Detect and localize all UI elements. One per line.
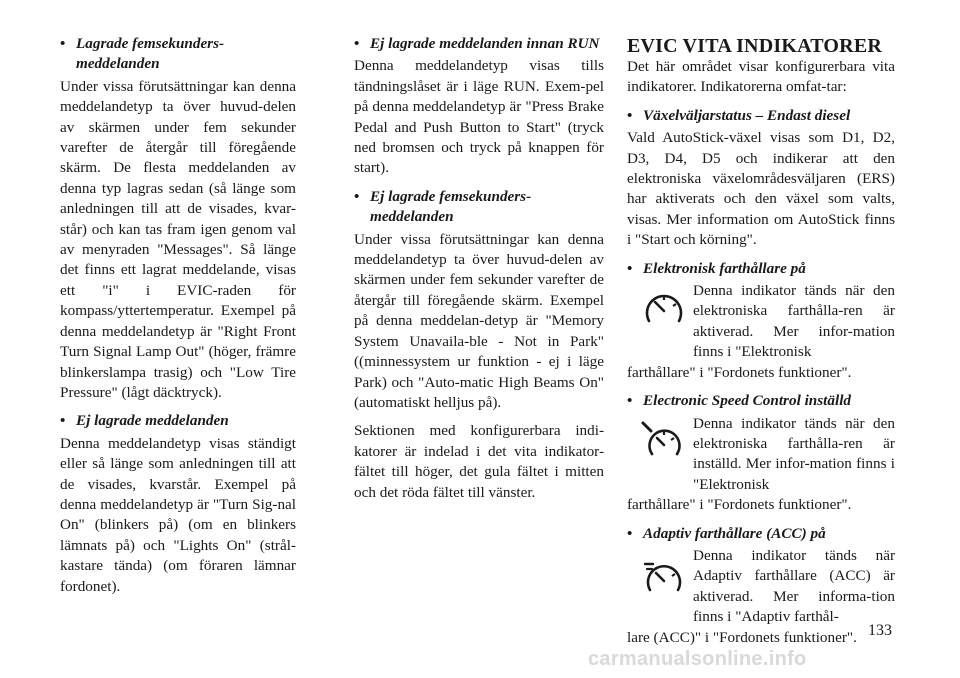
- bullet-heading: [354, 187, 604, 228]
- indicator-text: Denna indikator tänds när den elektroniska farthålla-ren är aktiverad. Mer infor-mation finns i "Elektronisk: [693, 282, 895, 361]
- paragraph: Denna meddelandetyp visas ständigt eller så länge som anledningen till att de visades, kvarstår. Exempel på denna meddelandetyp är "Turn Sig-nal On" (blinkers på) (om en blinkers lämnats på) och "Lights On" (strål-kastare tända) (om föraren lämnar fordonet).: [60, 434, 296, 595]
- adaptive-cruise-icon: [641, 556, 687, 602]
- bullet-heading: [627, 259, 895, 279]
- paragraph: Under vissa förutsättningar kan denna meddelandetyp ta över huvud-delen av skärmen under fem sekunder varefter de återgår till föregående skärm. Exempel på denna meddelan-detyp är "Memory System Unavaila-ble - Not in Park" ((minnessystem ur funktion - ej i läge Park) och "Auto-matic High Beams On" (automatiskt helljus på).: [354, 230, 604, 411]
- column-middle: [354, 34, 604, 503]
- section-title: EVIC VITA INDIKATORER: [627, 35, 883, 57]
- paragraph: Sektionen med konfigurerbara indi-katorer är indelad i det vita indikator-fältet till höger, det gula fältet i mitten och det röda fältet till vänster.: [354, 422, 604, 501]
- heading-text: Växelväljarstatus – Endast diesel: [643, 106, 851, 124]
- paragraph: Det här området visar konfigurerbara vita indikatorer. Indikatorerna omfat-tar:: [627, 58, 895, 96]
- bullet-dot: •: [627, 106, 633, 124]
- speedometer-set-icon: [641, 418, 687, 464]
- heading-text: Electronic Speed Control inställd: [643, 392, 852, 410]
- page-number: 133: [868, 622, 892, 639]
- indicator-text: Denna indikator tänds när Adaptiv farthållare (ACC) är aktiverad. Mer informa-tion finns i "Adaptiv farthål-: [693, 546, 895, 626]
- indicator-text: Denna indikator tänds när den elektroniska farthålla-ren är inställd. Mer infor-mation finns i "Elektronisk: [693, 414, 895, 493]
- column-right: [627, 34, 895, 648]
- paragraph: Denna meddelandetyp visas tills tändningslåset är i läge RUN. Exem-pel på denna meddelandetyp är "Press Brake Pedal and Push Button to Start" (tryck ned bromsen och tryck på knappen för start).: [354, 57, 604, 177]
- bullet-heading: [60, 34, 296, 75]
- bullet-heading: [627, 524, 895, 544]
- column-left: [60, 34, 296, 597]
- indicator-block: [627, 546, 895, 628]
- indicator-block: [627, 281, 895, 363]
- watermark: carmanualsonline.info: [588, 648, 807, 670]
- bullet-heading: [60, 411, 296, 431]
- heading-text: Ej lagrade meddelanden: [76, 412, 229, 430]
- paragraph: Under vissa förutsättningar kan denna meddelandetyp ta över huvud-delen av skärmen under fem sekunder varefter de återgår till föregående skärm. De flesta meddelanden av denna typ lagras sedan (så länge som anledningen till att de visades, kvar-står) och kan tas fram igen genom val av menyraden "Messages". Så länge det finns ett lagrat meddelande, visas ett "i" i EVIC-raden för kompass/yttertemperatur. Exempel på denna meddelandetyp är "Right Front Turn Signal Lamp Out" (höger, främre blinkerslampa trasig) och "Low Tire Pressure" (lågt däcktryck).: [60, 77, 296, 401]
- bullet-dot: •: [60, 412, 66, 430]
- indicator-text-tail: farthållare" i "Fordonets funktioner".: [627, 363, 852, 381]
- heading-text: Ej lagrade meddelanden innan RUN: [370, 35, 600, 52]
- bullet-heading: [627, 106, 895, 126]
- bullet-dot: •: [354, 187, 360, 205]
- bullet-dot: •: [627, 259, 633, 277]
- bullet-dot: •: [354, 35, 360, 52]
- heading-text: Lagrade femsekunders-meddelanden: [76, 35, 225, 73]
- bullet-dot: •: [60, 35, 66, 52]
- heading-text: Ej lagrade femsekunders-meddelanden: [370, 187, 532, 226]
- indicator-block: [627, 414, 895, 496]
- heading-text: Adaptiv farthållare (ACC) på: [643, 524, 826, 542]
- heading-text: Elektronisk farthållare på: [643, 259, 806, 277]
- bullet-dot: •: [627, 392, 633, 410]
- paragraph: Vald AutoStick-växel visas som D1, D2, D3, D4, D5 och indikerar att den elektroniska växelområdesväljaren (ERS) har aktiverats och den växel som valts, visas. Mer information om AutoStick finns i "Start och körning".: [627, 129, 895, 249]
- indicator-text-tail: lare (ACC)" i "Fordonets funktioner".: [627, 628, 857, 646]
- speedometer-on-icon: [641, 287, 687, 333]
- bullet-dot: •: [627, 524, 633, 542]
- bullet-heading: [627, 391, 895, 411]
- bullet-heading: [354, 34, 604, 54]
- indicator-text-tail: farthållare" i "Fordonets funktioner".: [627, 496, 852, 514]
